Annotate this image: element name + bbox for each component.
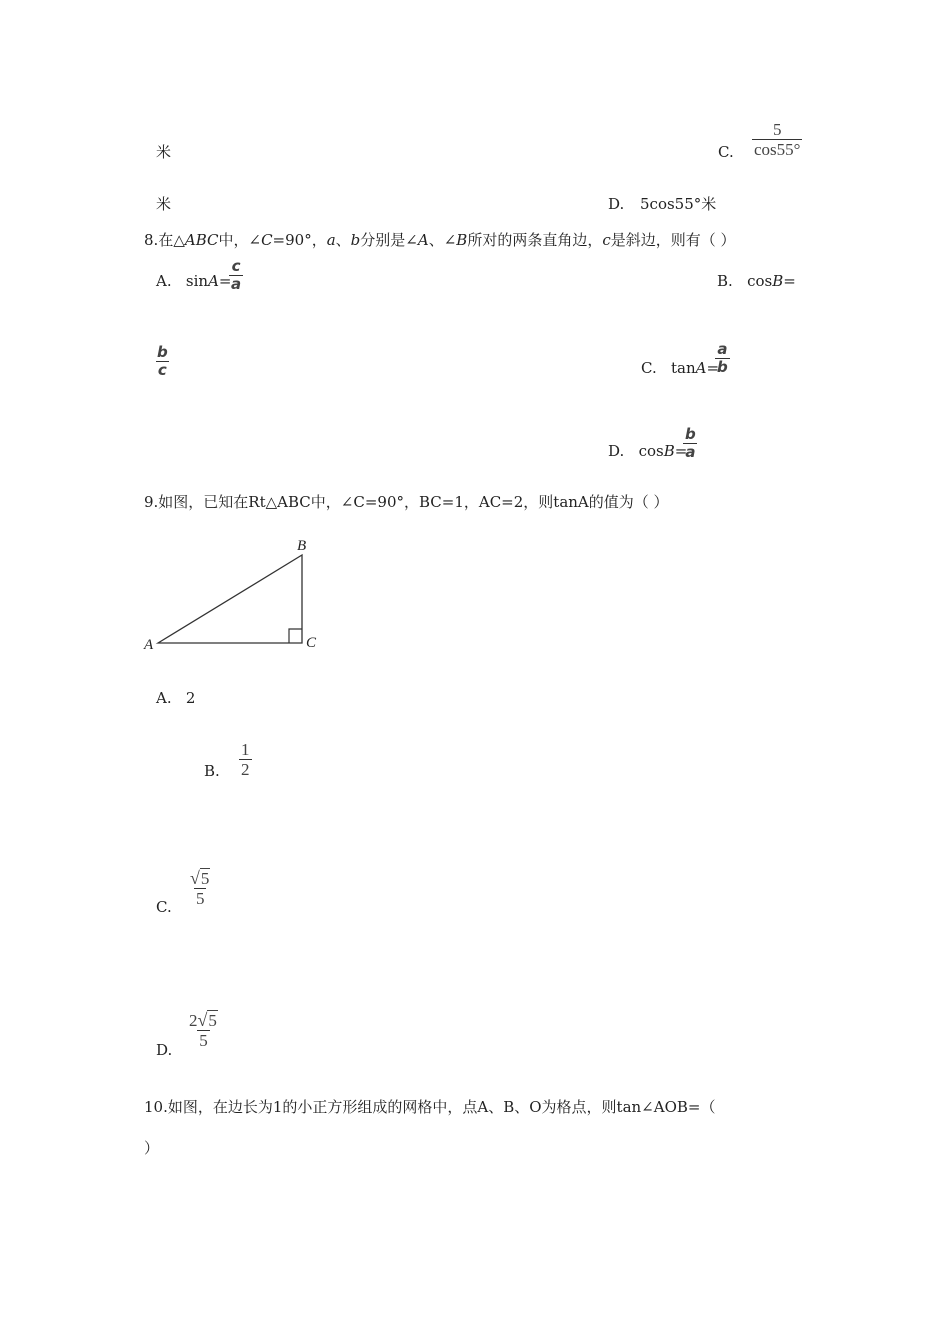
option-label: D. <box>156 1041 173 1059</box>
q8-option-a-fraction <box>229 259 243 292</box>
option-var: A <box>208 272 219 290</box>
q8-stem-part: 分别是∠ <box>360 231 418 249</box>
sqrt-symbol: √5 <box>190 868 210 888</box>
q8-stem-part: 是斜边，则有（ ） <box>610 231 736 249</box>
q8-stem-part: 所对的两条直角边， <box>467 231 603 249</box>
fraction-denominator: c <box>157 361 167 379</box>
vertex-label-c: C <box>306 635 317 651</box>
option-label: C. <box>641 359 657 377</box>
fraction-denominator: 5 <box>195 889 205 908</box>
option-label: B. <box>204 762 220 780</box>
option-label: C. <box>156 898 172 916</box>
q8-stem-var: c <box>602 231 611 249</box>
q8-option-c[interactable] <box>641 359 719 377</box>
q8-stem-var: A <box>417 231 429 249</box>
option-text: cos <box>638 442 664 460</box>
option-text: sin <box>185 272 209 290</box>
fraction-numerator: a <box>717 340 728 358</box>
q8-option-c-fraction <box>715 342 730 375</box>
option-eq: = <box>674 442 688 460</box>
vertex-label-b: B <box>297 538 307 554</box>
triangle-shape <box>158 555 302 643</box>
option-var: B <box>772 272 784 290</box>
option-label: D. <box>608 442 625 460</box>
fraction-numerator: 1 <box>241 740 250 759</box>
q9-triangle-figure <box>140 532 330 657</box>
q9-option-c-fraction <box>188 869 212 907</box>
prev-option-b-tail: 米 <box>156 143 172 161</box>
option-text: tan <box>671 359 696 377</box>
fraction-numerator: b <box>685 425 696 443</box>
q9-option-d-fraction <box>187 1011 220 1049</box>
q9-option-b-fraction <box>239 741 252 778</box>
q8-option-d-fraction <box>683 427 698 460</box>
q8-option-d[interactable] <box>608 442 687 460</box>
option-eq: = <box>783 272 796 290</box>
prev-option-c-fraction <box>752 121 802 158</box>
prev-option-d-text: 5cos55°米 <box>640 195 717 213</box>
option-label: A. <box>156 272 172 290</box>
q8-stem-var: B <box>456 231 468 249</box>
q10-stem-end: ） <box>144 1139 160 1157</box>
coefficient: 2 <box>189 1011 198 1030</box>
option-label: A. <box>156 689 172 707</box>
fraction-numerator: c <box>231 257 241 275</box>
fraction-denominator: 2 <box>241 760 250 779</box>
fraction-denominator: 5 <box>199 1031 208 1050</box>
fraction-denominator: a <box>231 275 242 293</box>
option-label: B. <box>717 272 733 290</box>
q8-option-b-fraction <box>155 345 170 378</box>
option-var: B <box>663 442 675 460</box>
q8-stem <box>144 229 736 250</box>
q10-stem: 10.如图，在边长为1的小正方形组成的网格中，点A、B、O为格点，则tan∠AOB=（ <box>144 1098 716 1116</box>
q8-stem-part: =90°， <box>272 231 327 249</box>
fraction-denominator: cos55° <box>754 140 801 159</box>
q9-option-c[interactable] <box>156 898 172 916</box>
option-var: A <box>695 359 707 377</box>
q9-option-d[interactable] <box>156 1041 172 1059</box>
q8-stem-var: a <box>326 231 336 249</box>
prev-option-d-label: D. <box>608 195 625 213</box>
q9-option-b[interactable] <box>204 762 220 780</box>
q8-stem-part: 、 <box>335 231 351 249</box>
option-eq: = <box>706 359 720 377</box>
radicand: 5 <box>208 1011 217 1030</box>
vertex-label-a: A <box>144 637 154 653</box>
q9-option-a[interactable] <box>156 689 195 707</box>
fraction-numerator <box>188 869 212 888</box>
q8-stem-var: C <box>261 231 273 249</box>
fraction-numerator <box>187 1011 220 1030</box>
q8-stem-var: b <box>350 231 361 249</box>
option-eq: = <box>218 272 232 290</box>
q8-stem-part: 在△ <box>158 231 185 249</box>
fraction-numerator: 5 <box>772 120 782 139</box>
fraction-denominator: b <box>717 358 728 376</box>
fraction-numerator: b <box>157 343 168 361</box>
right-angle-marker <box>289 629 302 643</box>
q8-number: 8. <box>144 231 159 249</box>
q8-stem-var: ABC <box>184 231 219 249</box>
prev-option-d-tail: 米 <box>156 195 172 213</box>
q8-stem-part: 、∠ <box>428 231 457 249</box>
q8-stem-part: 中，∠ <box>218 231 262 249</box>
option-text: 2 <box>185 689 196 707</box>
sqrt-symbol: √5 <box>197 1010 217 1030</box>
q8-option-a[interactable] <box>156 272 232 290</box>
prev-option-c-label: C. <box>718 143 734 161</box>
q9-stem: 9.如图，已知在Rt△ABC中，∠C=90°，BC=1，AC=2，则tanA的值为（ ） <box>144 493 669 511</box>
option-text: cos <box>747 272 773 290</box>
radicand: 5 <box>200 869 210 888</box>
fraction-denominator: a <box>685 443 696 461</box>
q8-option-b[interactable] <box>717 272 796 290</box>
